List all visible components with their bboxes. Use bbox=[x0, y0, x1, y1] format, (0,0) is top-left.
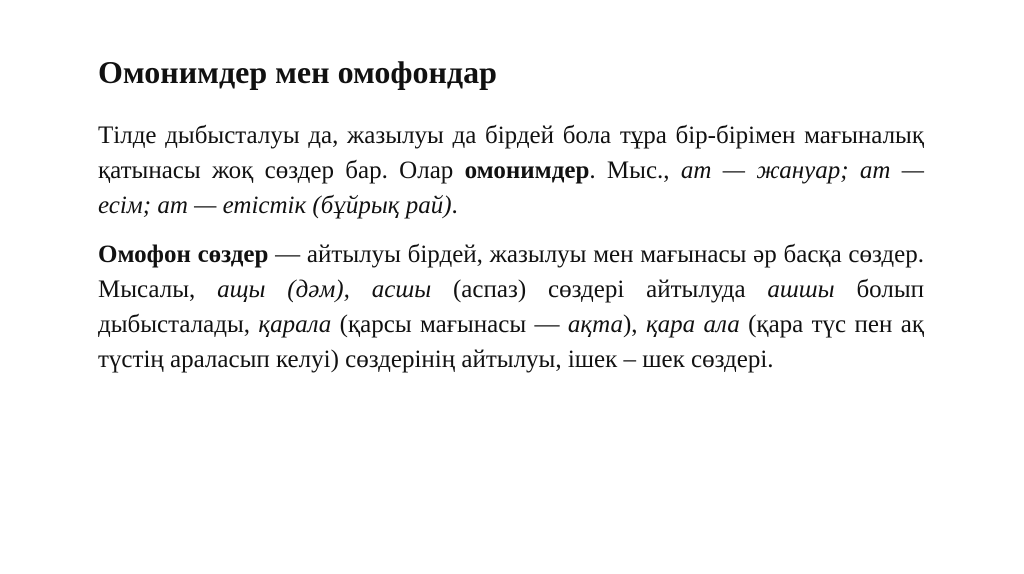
text-run: (аспаз) сөздері айтылуда bbox=[431, 276, 768, 303]
paragraph-homonyms bbox=[98, 118, 924, 223]
text-run: Тілде дыбысталуы да, жазылуы да бірдей бола тұра бір-бірімен мағыналық қатынасы жоқ сөздер бар. Олар bbox=[98, 122, 924, 184]
bold-term-homophones: Омофон сөздер bbox=[98, 241, 269, 268]
text-run: . bbox=[451, 192, 458, 219]
slide-body bbox=[98, 118, 924, 391]
text-run: . Мыс., bbox=[589, 157, 681, 184]
italic-example: қарала bbox=[258, 311, 332, 338]
italic-example: ащы (дәм), асшы bbox=[217, 276, 432, 303]
italic-example: ат — жануар; ат — есім; ат — етістік (бұйрық рай) bbox=[98, 157, 925, 219]
text-run: болып дыбысталады, bbox=[98, 276, 925, 338]
bold-term-homonyms: омонимдер bbox=[464, 157, 590, 184]
text-run: ), bbox=[622, 311, 646, 338]
italic-example: қара ала bbox=[645, 311, 740, 338]
italic-example: ашшы bbox=[767, 276, 835, 303]
paragraph-homophones bbox=[98, 237, 924, 377]
slide-title: Омонимдер мен омофондар bbox=[98, 54, 497, 90]
text-run: — айтылуы бірдей, жазылуы мен мағынасы әр басқа сөздер. Мысалы, bbox=[98, 241, 924, 303]
text-run: (қарсы мағынасы — bbox=[331, 311, 568, 338]
text-run: (қара түс пен ақ түстің араласып келуі) сөздерінің айтылуы, ішек – шек сөздері. bbox=[98, 311, 924, 373]
italic-example: ақта bbox=[567, 311, 623, 338]
